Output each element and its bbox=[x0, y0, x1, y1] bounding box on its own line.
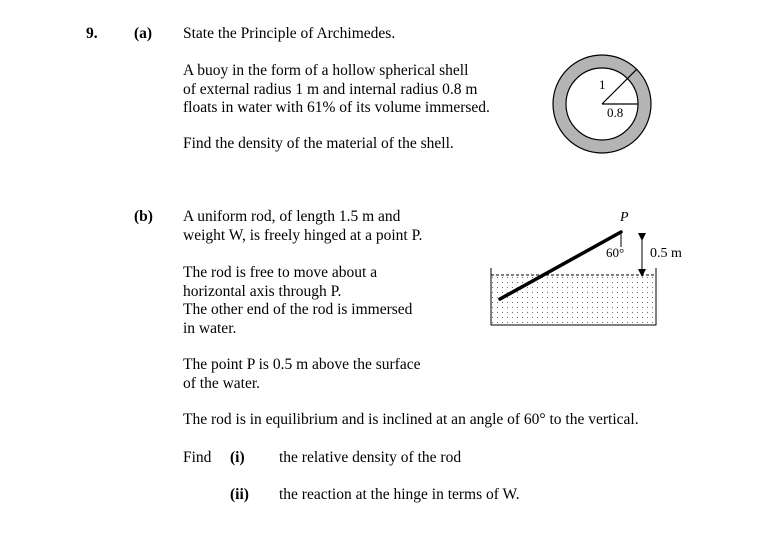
part-a-problem-line: A buoy in the form of a hollow spherical shell bbox=[183, 62, 469, 79]
subpart-ii-label: (ii) bbox=[230, 486, 249, 503]
part-b-motion-line: The other end of the rod is immersed bbox=[183, 301, 413, 318]
part-b-height-line: of the water. bbox=[183, 374, 261, 392]
part-b-motion bbox=[183, 264, 412, 338]
part-a-problem-line: of external radius 1 m and internal radius 0.8 m bbox=[183, 80, 478, 98]
part-b-intro bbox=[183, 208, 422, 245]
part-b-motion-line: horizontal axis through P. bbox=[183, 282, 342, 300]
part-b-height bbox=[183, 356, 420, 393]
part-a-problem bbox=[183, 62, 490, 118]
part-b-height-line: The point P is 0.5 m above the surface bbox=[183, 356, 421, 373]
outer-radius-label: 1 bbox=[599, 77, 606, 92]
part-a-label: (a) bbox=[134, 25, 153, 42]
part-a-statement: State the Principle of Archimedes. bbox=[183, 25, 396, 42]
part-b-motion-line: in water. bbox=[183, 319, 237, 337]
subpart-i-text: the relative density of the rod bbox=[279, 449, 462, 466]
inner-radius-label: 0.8 bbox=[607, 105, 624, 120]
water-region bbox=[491, 275, 656, 325]
rod-diagram bbox=[480, 200, 720, 335]
part-a-task: Find the density of the material of the shell. bbox=[183, 135, 454, 152]
part-b-intro-line: A uniform rod, of length 1.5 m and bbox=[183, 208, 401, 225]
angle-label: 60° bbox=[606, 245, 625, 260]
part-b-equilibrium: The rod is in equilibrium and is inclined at an angle of 60° to the vertical. bbox=[183, 411, 639, 428]
buoy-diagram bbox=[550, 52, 654, 156]
find-label: Find bbox=[183, 449, 212, 466]
part-b-intro-line: weight W, is freely hinged at a point P. bbox=[183, 226, 423, 244]
question-number: 9. bbox=[86, 25, 98, 42]
subpart-ii-text: the reaction at the hinge in terms of W. bbox=[279, 486, 520, 503]
hinge-point-label: P bbox=[620, 210, 629, 225]
part-b-label: (b) bbox=[134, 208, 153, 225]
part-a-problem-line: floats in water with 61% of its volume immersed. bbox=[183, 99, 490, 116]
part-b-motion-line: The rod is free to move about a bbox=[183, 264, 378, 281]
height-label: 0.5 m bbox=[650, 246, 682, 261]
subpart-i-label: (i) bbox=[230, 449, 245, 466]
